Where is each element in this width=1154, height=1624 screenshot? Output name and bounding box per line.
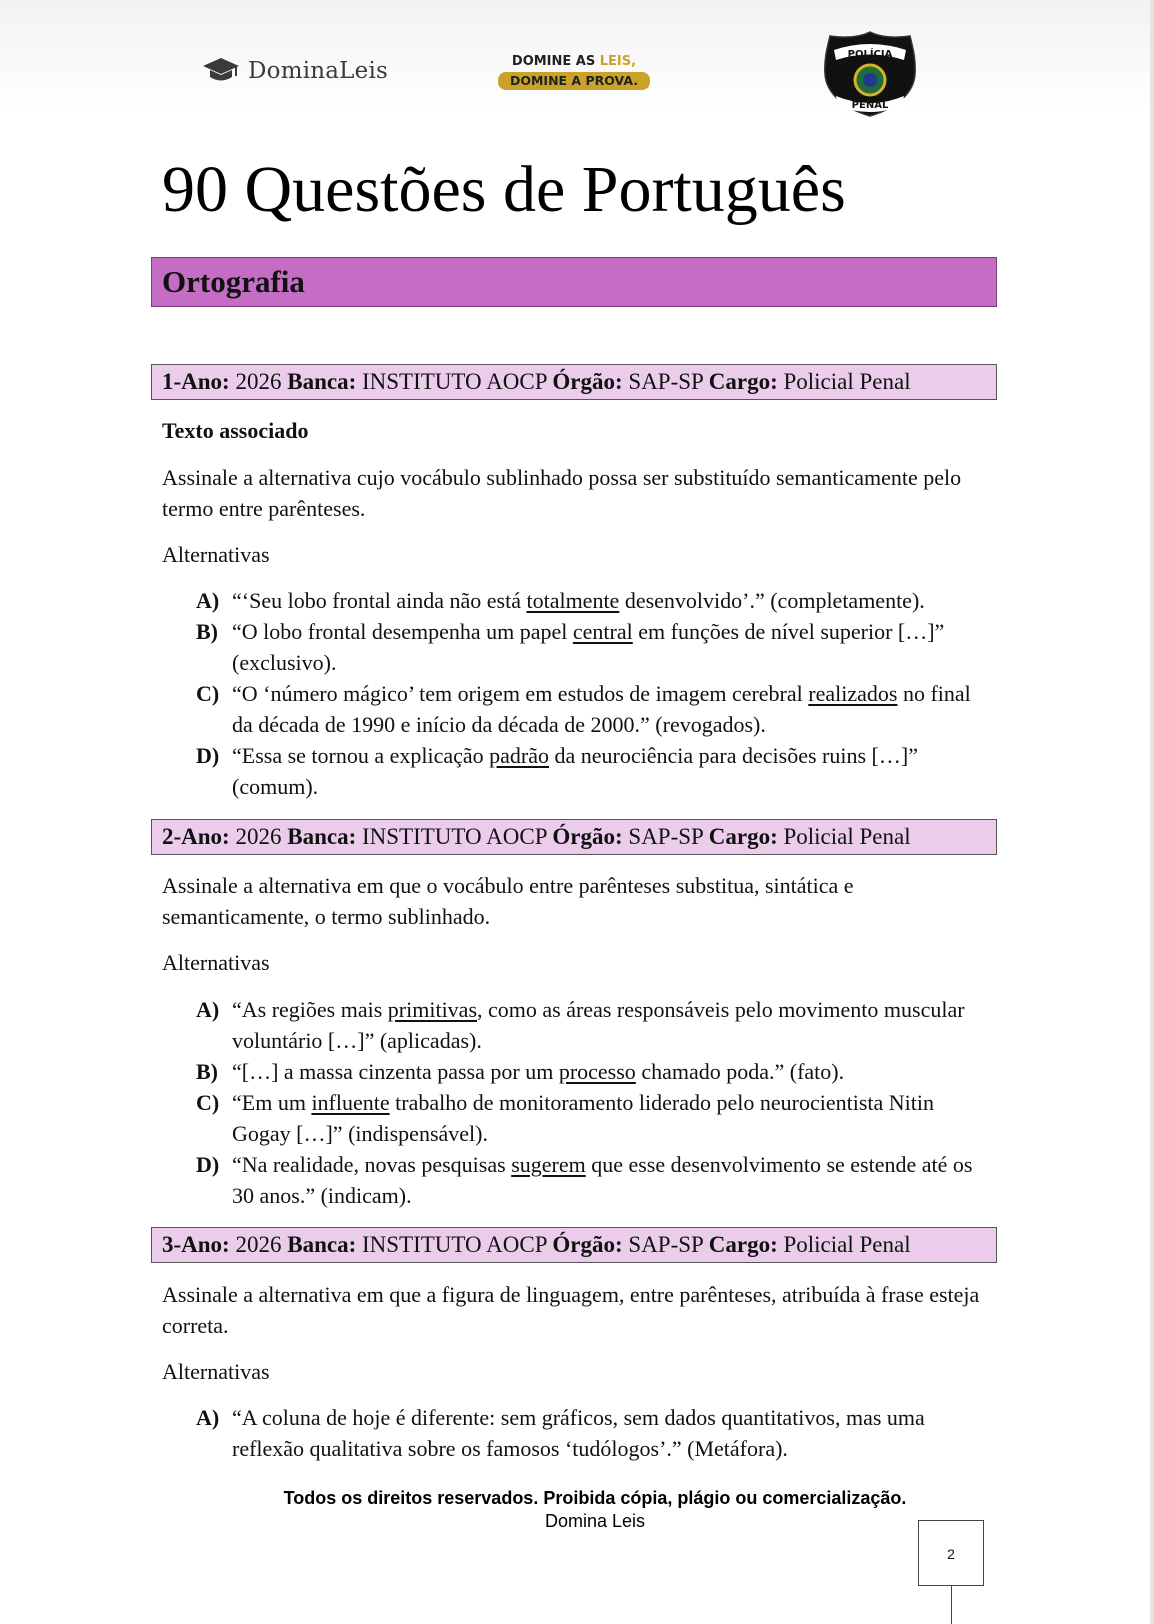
alternative-c[interactable]: C) “O ‘número mágico’ tem origem em estudos de imagem cerebral realizados no final da década de 1990 e início da década de 2000.” (revogados). <box>196 681 971 737</box>
question-cargo: Policial Penal <box>783 824 911 849</box>
question-orgao: SAP-SP <box>628 369 703 394</box>
alternative-b[interactable]: B) “[…] a massa cinzenta passa por um processo chamado poda.” (fato). <box>196 1059 845 1084</box>
question-number: 1 <box>162 369 174 394</box>
alternative-a[interactable]: A) “‘Seu lobo frontal ainda não está totalmente desenvolvido’.” (completamente). <box>196 588 925 613</box>
alternative-c[interactable]: C) “Em um influente trabalho de monitoramento liderado pelo neurocientista Nitin Gogay […]” (indispensável). <box>196 1090 934 1146</box>
alternatives-label: Alternativas <box>162 542 270 567</box>
question-year: 2026 <box>235 824 282 849</box>
question-orgao: SAP-SP <box>628 824 703 849</box>
question-cargo: Policial Penal <box>783 1232 911 1257</box>
slogan <box>488 54 660 90</box>
slogan-line1: DOMINE AS <box>511 54 600 69</box>
alternative-d[interactable]: D) “Essa se tornou a explicação padrão da neurociência para decisões ruins […]” (comum). <box>196 743 918 799</box>
page-edge <box>1150 0 1154 1624</box>
question-2-header: 2-Ano: 2026 Banca: INSTITUTO AOCP Órgão: SAP-SP Cargo: Policial Penal <box>151 819 997 855</box>
question-3-alternatives <box>196 1402 996 1464</box>
question-2-statement: Assinale a alternativa em que o vocábulo entre parênteses substitua, sintática e semanticamente, o termo sublinhado. <box>162 873 854 929</box>
question-number: 2 <box>162 824 174 849</box>
question-year: 2026 <box>235 1232 282 1257</box>
question-3-statement: Assinale a alternativa em que a figura de linguagem, entre parênteses, atribuída à frase esteja correta. <box>162 1282 980 1338</box>
alternatives-label: Alternativas <box>162 1359 270 1384</box>
question-banca: INSTITUTO AOCP <box>361 824 547 849</box>
question-1-statement: Assinale a alternativa cujo vocábulo sublinhado possa ser substituído semanticamente pelo termo entre parênteses. <box>162 465 962 521</box>
question-cargo: Policial Penal <box>783 369 911 394</box>
graduation-cap-icon <box>202 56 240 86</box>
question-1-alternatives <box>196 585 996 802</box>
page-title: 90 Questões de Português <box>162 153 846 226</box>
question-number: 3 <box>162 1232 174 1257</box>
question-orgao: SAP-SP <box>628 1232 703 1257</box>
page-number: 2 <box>918 1520 984 1586</box>
slogan-line2: DOMINE A PROVA. <box>498 72 650 90</box>
associated-text-label: Texto associado <box>162 418 309 443</box>
page-header <box>0 0 1154 120</box>
alternative-a[interactable]: A) “As regiões mais primitivas, como as áreas responsáveis pelo movimento muscular voluntário […]” (aplicadas). <box>196 997 965 1053</box>
badge-bottom-text: PENAL <box>851 100 889 111</box>
alternatives-label: Alternativas <box>162 950 270 975</box>
dominaleis-logo <box>202 56 388 86</box>
copyright-notice: Todos os direitos reservados. Proibida cópia, plágio ou comercialização. <box>283 1488 907 1508</box>
question-year: 2026 <box>235 369 282 394</box>
brand-name: DominaLeis <box>248 58 389 84</box>
question-2-alternatives <box>196 994 996 1211</box>
badge-top-text: POLÍCIA <box>847 49 893 60</box>
slogan-line1-highlight: LEIS, <box>599 54 637 69</box>
alternative-a[interactable]: A) “A coluna de hoje é diferente: sem gráficos, sem dados quantitativos, mas uma reflexão qualitativa sobre os famosos ‘tudólogos’.” (Metáfora). <box>196 1405 925 1461</box>
section-heading: Ortografia <box>151 257 997 307</box>
alternative-b[interactable]: B) “O lobo frontal desempenha um papel central em funções de nível superior […]” (exclusivo). <box>196 619 945 675</box>
policia-penal-badge-icon <box>820 30 920 118</box>
footer-brand: Domina Leis <box>544 1511 646 1531</box>
question-3-header: 3-Ano: 2026 Banca: INSTITUTO AOCP Órgão: SAP-SP Cargo: Policial Penal <box>151 1227 997 1263</box>
question-banca: INSTITUTO AOCP <box>361 1232 547 1257</box>
page-number-line <box>951 1586 952 1624</box>
question-1-header: 1-Ano: 2026 Banca: INSTITUTO AOCP Órgão: SAP-SP Cargo: Policial Penal <box>151 364 997 400</box>
question-banca: INSTITUTO AOCP <box>361 369 547 394</box>
alternative-d[interactable]: D) “Na realidade, novas pesquisas sugerem que esse desenvolvimento se estende até os 30 anos.” (indicam). <box>196 1152 973 1208</box>
